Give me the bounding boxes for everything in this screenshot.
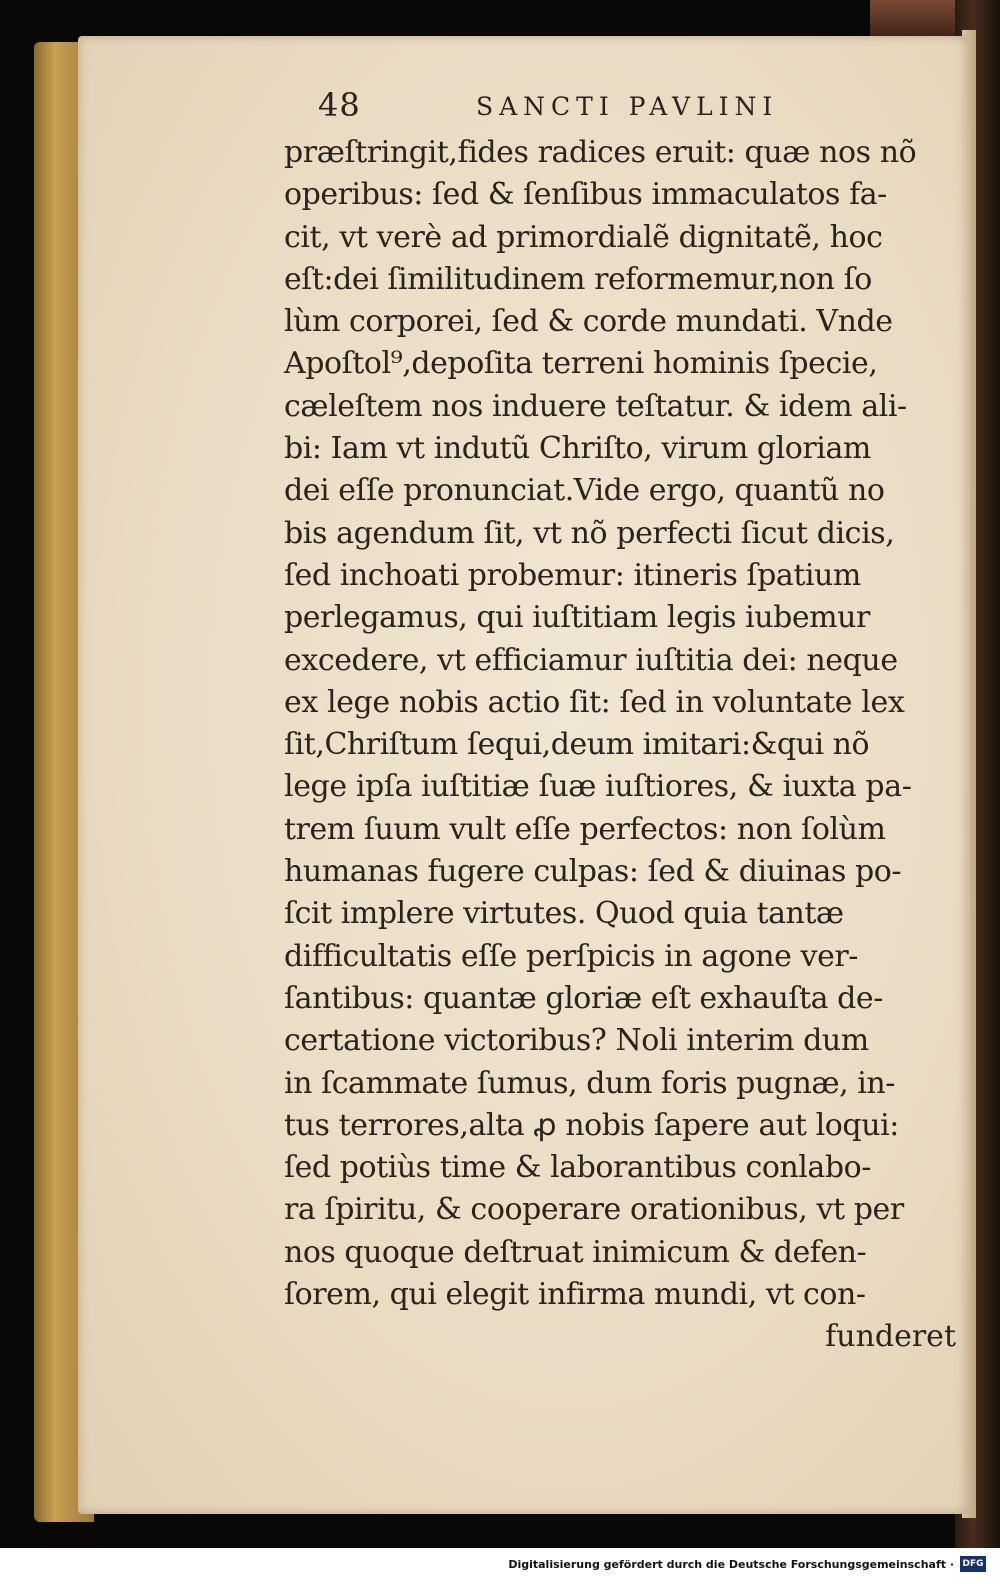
text-line: ſorem, qui elegit infirma mundi, vt con- [284,1277,866,1313]
funding-credit: Digitalisierung gefördert durch die Deutsche Forschungsgemeinschaft · [508,1558,954,1571]
text-line: certatione victoribus? Noli interim dum [284,1023,869,1059]
catchword: funderet [825,1319,956,1355]
text-line: ſed potiùs time & laborantibus conlabo- [284,1150,871,1186]
text-line: Apoſtol⁹,depoſita terreni hominis ſpecie, [284,346,878,382]
body-text [284,132,974,1359]
text-line: ſantibus: quantæ gloriæ eſt exhauſta de- [284,980,883,1016]
page-number: 48 [318,86,361,124]
text-line: cæleſtem nos induere teſtatur. & idem ali- [284,388,907,424]
digitization-footer [0,1548,1000,1584]
text-line: ex lege nobis actio ſit: ſed in voluntate lex [284,684,905,720]
text-line: lege ipſa iuſtitiæ ſuæ iuſtiores, & iuxta pa- [284,769,912,805]
page-header [318,86,878,130]
text-line: operibus: ſed & ſenſibus immaculatos fa- [284,177,887,213]
text-line: humanas fugere culpas: ſed & diuinas po- [284,854,902,890]
text-line: excedere, vt efficiamur iuſtitia dei: neque [284,642,898,678]
text-line: nos quoque deſtruat inimicum & defen- [284,1234,867,1270]
text-line: lùm corporei, ſed & corde mundati. Vnde [284,304,893,340]
text-line: eſt:dei ſimilitudinem reformemur,non ſo [284,261,872,297]
text-line: trem ſuum vult eſſe perfectos: non ſolùm [284,811,886,847]
text-line: in ſcammate ſumus, dum foris pugnæ, in- [284,1065,895,1101]
text-line: perlegamus, qui iuſtitiam legis iubemur [284,600,870,636]
dfg-logo-icon: DFG [960,1556,986,1572]
text-line: cit, vt verè ad primordialẽ dignitatẽ, hoc [284,219,883,255]
text-line: ſcit implere virtutes. Quod quia tantæ [284,896,844,932]
text-line: ſit,Chriſtum ſequi,deum imitari:&qui nõ [284,727,870,763]
text-line: tus terrores,alta ꝓ nobis ſapere aut loqui: [284,1107,899,1143]
text-line: præſtringit,fides radices eruit: quæ nos nõ [284,135,917,170]
text-line: ſed inchoati probemur: itineris ſpatium [284,557,861,593]
text-line: bi: Iam vt indutũ Chriſto, virum gloriam [284,431,871,467]
running-head: SANCTI PAVLINI [476,92,779,121]
text-line: ra ſpiritu, & cooperare orationibus, vt per [284,1192,904,1228]
text-line: difficultatis eſſe perſpicis in agone ver- [284,938,859,974]
text-line: bis agendum ſit, vt nõ perfecti ſicut dicis, [284,515,895,551]
text-line: dei eſſe pronunciat.Vide ergo, quantũ no [284,473,885,509]
